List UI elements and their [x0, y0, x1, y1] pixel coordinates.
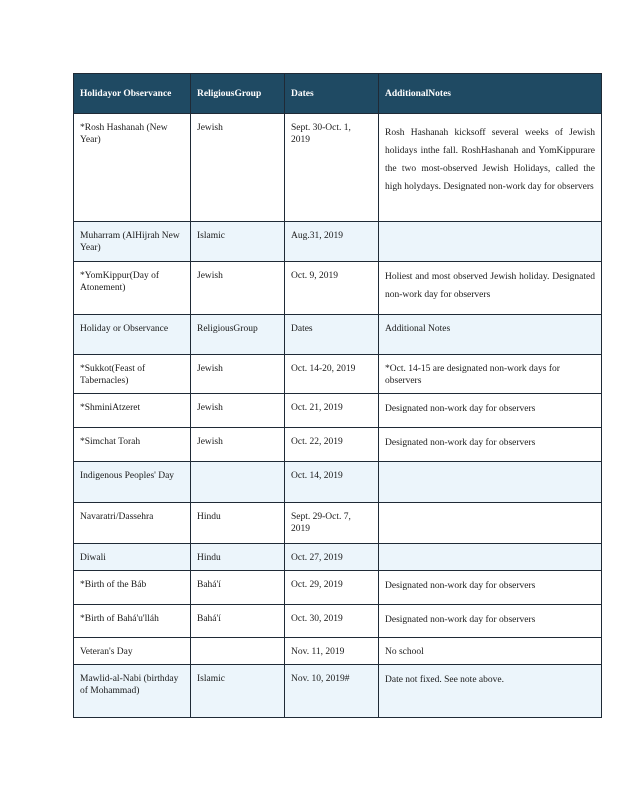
dates-text: Oct. 30, 2019	[291, 614, 343, 624]
notes-cell	[379, 665, 602, 718]
holiday-text: *Birth of the Báb	[80, 580, 147, 590]
dates-text: Oct. 27, 2019	[291, 553, 343, 563]
group-text: Islamic	[197, 231, 225, 241]
holiday-cell	[74, 355, 191, 394]
header-holiday: Holidayor Observance	[74, 74, 191, 114]
dates-cell	[285, 638, 379, 665]
notes-text: Date not fixed. See note above.	[385, 675, 504, 685]
dates-cell	[285, 605, 379, 638]
holiday-cell	[74, 394, 191, 428]
dates-cell	[285, 544, 379, 571]
notes-cell	[379, 262, 602, 315]
group-text: Hindu	[197, 512, 221, 522]
table-row	[74, 394, 602, 428]
dates-cell	[285, 571, 379, 605]
group-cell	[191, 638, 285, 665]
dates-cell	[285, 462, 379, 503]
notes-text	[385, 503, 595, 511]
table-row	[74, 503, 602, 544]
holiday-text: *Rosh Hashanah (New Year)	[80, 123, 168, 145]
group-text	[197, 638, 278, 646]
dates-cell	[285, 665, 379, 718]
group-cell	[191, 571, 285, 605]
group-cell	[191, 222, 285, 262]
holiday-text: Indigenous Peoples' Day	[80, 471, 175, 481]
group-text	[197, 462, 278, 470]
group-cell	[191, 114, 285, 222]
notes-text: Designated non-work day for observers	[385, 438, 536, 448]
notes-cell	[379, 428, 602, 462]
table-row	[74, 462, 602, 503]
notes-text: Designated non-work day for observers	[385, 404, 536, 414]
notes-cell	[379, 222, 602, 262]
notes-cell	[379, 638, 602, 665]
group-cell	[191, 605, 285, 638]
dates-cell	[285, 222, 379, 262]
group-cell	[191, 428, 285, 462]
dates-text: Nov. 11, 2019	[291, 647, 345, 657]
notes-cell	[379, 503, 602, 544]
table-row	[74, 355, 602, 394]
table-row	[74, 262, 602, 315]
holiday-cell	[74, 665, 191, 718]
notes-text: Designated non-work day for observers	[385, 615, 536, 625]
table-row	[74, 665, 602, 718]
dates-cell	[285, 394, 379, 428]
group-cell	[191, 262, 285, 315]
table-row	[74, 428, 602, 462]
table-row	[74, 605, 602, 638]
notes-cell	[379, 571, 602, 605]
holiday-cell	[74, 262, 191, 315]
dates-text: Oct. 14-20, 2019	[291, 364, 356, 374]
notes-text: *Oct. 14-15 are designated non-work days for observers	[385, 364, 560, 386]
holiday-cell	[74, 428, 191, 462]
holiday-text: *YomKippur(Day of Atonement)	[80, 271, 159, 293]
holiday-cell	[74, 605, 191, 638]
holiday-cell	[74, 222, 191, 262]
dates-text: Nov. 10, 2019#	[291, 674, 350, 684]
dates-cell	[285, 503, 379, 544]
holiday-cell	[74, 462, 191, 503]
notes-cell	[379, 544, 602, 571]
dates-cell	[285, 262, 379, 315]
header-religious-group: ReligiousGroup	[191, 74, 285, 114]
dates-cell	[285, 315, 379, 355]
table-header-row	[74, 74, 602, 114]
dates-cell	[285, 355, 379, 394]
dates-text: Oct. 29, 2019	[291, 580, 343, 590]
holiday-text: *ShminiAtzeret	[80, 403, 141, 413]
notes-text	[385, 462, 595, 470]
table-row	[74, 638, 602, 665]
dates-text: Sept. 29-Oct. 7, 2019	[291, 512, 351, 534]
header-additional-notes: AdditionalNotes	[379, 74, 602, 114]
header-dates: Dates	[285, 74, 379, 114]
holiday-text: Muharram (AlHijrah New Year)	[80, 231, 180, 253]
holiday-cell	[74, 638, 191, 665]
group-text: Jewish	[197, 271, 223, 281]
notes-text: Designated non-work day for observers	[385, 581, 536, 591]
holiday-text: *Simchat Torah	[80, 437, 141, 447]
group-cell	[191, 355, 285, 394]
group-text: Bahá'í	[197, 580, 221, 590]
notes-cell	[379, 315, 602, 355]
holiday-text: *Birth of Bahá'u'lláh	[80, 614, 159, 624]
notes-cell	[379, 462, 602, 503]
dates-text: Aug.31, 2019	[291, 231, 343, 241]
group-cell	[191, 394, 285, 428]
holiday-cell	[74, 503, 191, 544]
dates-text: Dates	[291, 324, 313, 334]
holiday-cell	[74, 315, 191, 355]
group-cell	[191, 462, 285, 503]
dates-text: Oct. 22, 2019	[291, 437, 343, 447]
group-cell	[191, 544, 285, 571]
notes-cell	[379, 394, 602, 428]
holiday-cell	[74, 114, 191, 222]
notes-text: Holiest and most observed Jewish holiday. Designated non-work day for observers	[385, 272, 595, 300]
dates-text: Oct. 14, 2019	[291, 471, 343, 481]
group-text: Jewish	[197, 403, 223, 413]
holiday-text: Holiday or Observance	[80, 324, 169, 334]
group-text: ReligiousGroup	[197, 324, 258, 334]
table-row	[74, 315, 602, 355]
dates-text: Sept. 30-Oct. 1, 2019	[291, 123, 351, 145]
dates-text: Oct. 9, 2019	[291, 271, 338, 281]
holiday-table	[73, 73, 602, 718]
group-text: Jewish	[197, 364, 223, 374]
notes-text: Rosh Hashanah kicksoff several weeks of Jewish holidays inthe fall. RoshHashanah and YomKippurare the two most-observed Jewish Holidays, called the high holydays. Designated non-work day for observers	[385, 128, 595, 192]
group-cell	[191, 315, 285, 355]
holiday-text: Navaratri/Dassehra	[80, 512, 154, 522]
group-text: Jewish	[197, 437, 223, 447]
holiday-text: Diwali	[80, 553, 106, 563]
notes-text: Additional Notes	[385, 324, 451, 334]
group-text: Islamic	[197, 674, 225, 684]
group-text: Bahá'í	[197, 614, 221, 624]
dates-cell	[285, 114, 379, 222]
table-row	[74, 544, 602, 571]
holiday-cell	[74, 571, 191, 605]
group-cell	[191, 665, 285, 718]
group-text: Hindu	[197, 553, 221, 563]
notes-cell	[379, 114, 602, 222]
notes-cell	[379, 605, 602, 638]
holiday-text: Mawlid-al-Nabi (birthday of Mohammad)	[80, 674, 179, 696]
notes-text: No school	[385, 647, 424, 657]
table-row	[74, 114, 602, 222]
group-cell	[191, 503, 285, 544]
dates-text: Oct. 21, 2019	[291, 403, 343, 413]
notes-text	[385, 544, 595, 552]
holiday-cell	[74, 544, 191, 571]
table-row	[74, 222, 602, 262]
table-row	[74, 571, 602, 605]
holiday-text: *Sukkot(Feast of Tabernacles)	[80, 364, 146, 386]
notes-cell	[379, 355, 602, 394]
group-text: Jewish	[197, 123, 223, 133]
holiday-text: Veteran's Day	[80, 647, 133, 657]
dates-cell	[285, 428, 379, 462]
